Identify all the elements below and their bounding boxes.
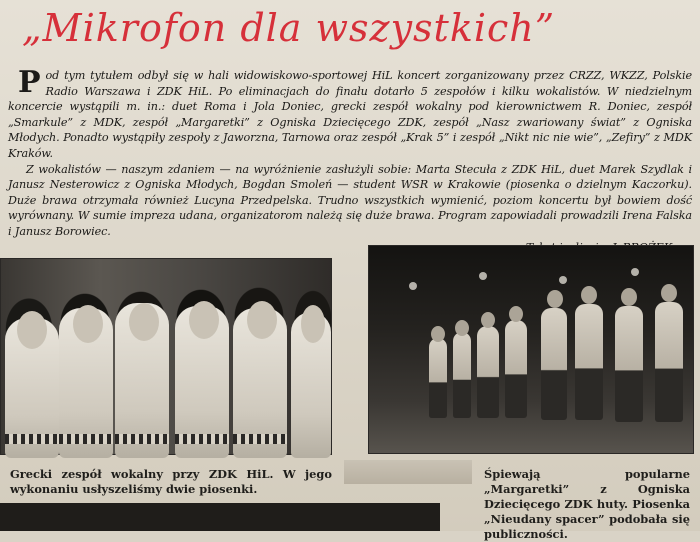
singer-face bbox=[301, 305, 325, 343]
stage-light bbox=[631, 268, 639, 276]
drop-cap: P bbox=[18, 65, 41, 100]
singer-figure bbox=[453, 332, 471, 418]
dark-edge-block bbox=[0, 503, 440, 531]
singer-head bbox=[431, 326, 445, 342]
singer-figure bbox=[615, 306, 643, 422]
photo-greek-vocal-group bbox=[0, 258, 332, 455]
photo-margaretki-group bbox=[368, 245, 694, 454]
caption-right: Śpiewają popularne „Margaretki” z Ogniska Dziecięcego ZDK huty. Piosenka „Nieudany spacer” podobała się publiczności. bbox=[484, 467, 690, 541]
adjacent-clipping-strip bbox=[344, 460, 472, 484]
stage-light bbox=[409, 282, 417, 290]
singer-face bbox=[247, 301, 277, 339]
singer-figure bbox=[429, 338, 447, 418]
singer-head bbox=[581, 286, 597, 304]
singer-figure bbox=[655, 302, 683, 422]
paragraph-2-text: Z wokalistów — naszym zdaniem — na wyróżnienie zasłużyli sobie: Marta Stecuła z ZDK HiL, duet Marek Szydlak i Janusz Nesterowicz z Ogniska Młodych, Bogdan Smoleń — student WSR w Krakowie (piosenka o dzielnym Kaczorku). Duże brawa otrzymała również Lucyna Przedpelska. Trudno wszystkich wymienić, poziom koncertu był bowiem dość wyrównany. W sumie impreza udana, organizatorom należą się duże brawa. Program zapowiadali prowadzili Irena Falska i Janusz Borowiec. bbox=[8, 162, 692, 238]
paragraph-1-text: od tym tytułem odbył się w hali widowiskowo-sportowej HiL koncert zorganizowany przez CRZZ, WKZZ, Polskie Radio Warszawa i ZDK HiL. Po eliminacjach do finału dotarło 5 zespołów i kilku wokalistów. W niedzielnym koncercie wystąpili m. in.: duet Roma i Jola Doniec, grecki zespół wokalny pod kierownictwem R. Doniec, zespół „Smarkule” z MDK, zespół „Margaretki” z Ogniska Dziecięcego ZDK, zespół „Nasz zwariowany świat” z Ogniska Młodych. Ponadto wystąpiły zespoły z Jaworzna, Tarnowa oraz zespół „Krak 5” i zespół „Nikt nic nie wie”, „Zefiry” z MDK Kraków. bbox=[8, 69, 692, 160]
dress-trim bbox=[5, 434, 59, 444]
singer-face bbox=[129, 303, 159, 341]
singer-head bbox=[661, 284, 677, 302]
singer-head bbox=[621, 288, 637, 306]
singer-figure bbox=[505, 320, 527, 418]
singer-face bbox=[17, 311, 47, 349]
headline: „Mikrofon dla wszystkich” bbox=[22, 6, 556, 50]
article-body bbox=[8, 65, 692, 255]
singer-head bbox=[481, 312, 495, 328]
singer-figure bbox=[477, 326, 499, 418]
dress-trim bbox=[233, 434, 287, 444]
singer-figure bbox=[541, 308, 567, 420]
singer-figure bbox=[575, 304, 603, 420]
caption-left: Grecki zespół wokalny przy ZDK HiL. W jego wykonaniu usłyszeliśmy dwie piosenki. bbox=[10, 467, 332, 496]
singer-face bbox=[189, 301, 219, 339]
singer-face bbox=[73, 305, 103, 343]
dress-trim bbox=[175, 434, 229, 444]
singer-head bbox=[509, 306, 523, 322]
singer-head bbox=[455, 320, 469, 336]
singer-head bbox=[547, 290, 563, 308]
article-paragraph-1 bbox=[8, 65, 692, 162]
dress-trim bbox=[115, 434, 169, 444]
dress-trim bbox=[59, 434, 113, 444]
article-paragraph-2 bbox=[8, 162, 692, 240]
stage-light bbox=[479, 272, 487, 280]
stage-light bbox=[559, 276, 567, 284]
